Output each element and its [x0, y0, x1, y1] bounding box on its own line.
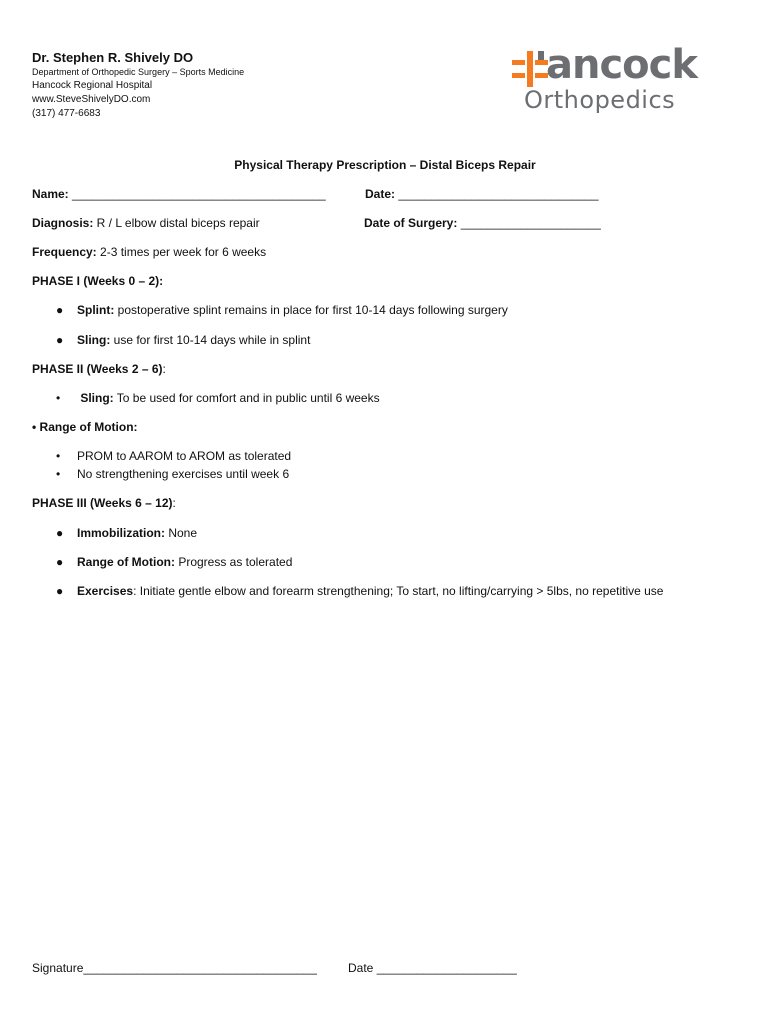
list-item: [56, 584, 663, 598]
phone-number: (317) 477-6683: [32, 108, 101, 119]
bullet-dot: ●: [56, 303, 64, 317]
list-item: [56, 333, 310, 347]
bullet-dot: ●: [56, 584, 64, 598]
hancock-orthopedics-logo: [512, 42, 747, 116]
splint-text: postoperative splint remains in place for first 10-14 days following surgery: [114, 303, 508, 317]
name-blank[interactable]: ______________________________________: [68, 187, 326, 201]
website-link[interactable]: www.SteveShivelyDO.com: [32, 94, 151, 105]
rom-item-text: No strengthening exercises until week 6: [77, 467, 290, 481]
sling-label: Sling:: [77, 333, 111, 347]
rom-item-text: PROM to AAROM to AROM as tolerated: [77, 449, 292, 463]
bullet-dot: ●: [56, 526, 64, 540]
bullet-dot: •: [56, 449, 61, 463]
diagnosis-label: Diagnosis:: [32, 216, 94, 230]
diagnosis-row: [32, 216, 260, 230]
logo-wordmark: ancock: [546, 42, 697, 88]
date-label: Date:: [365, 187, 396, 201]
name-field[interactable]: [32, 187, 326, 201]
phase3-heading-suffix: :: [172, 496, 176, 510]
phase3-rom-label: Range of Motion:: [77, 555, 175, 569]
frequency-label: Frequency:: [32, 245, 97, 259]
list-item: [56, 555, 292, 569]
date-field[interactable]: [365, 187, 599, 201]
phase3-rom-text: Progress as tolerated: [174, 555, 293, 569]
doctor-name: Dr. Stephen R. Shively DO: [32, 50, 194, 65]
list-item: [56, 449, 291, 463]
phase2-heading-suffix: :: [162, 362, 166, 376]
phase3-heading: [32, 496, 176, 510]
frequency-row: [32, 245, 266, 259]
bullet-dot: ●: [56, 555, 64, 569]
date-blank[interactable]: ______________________________: [395, 187, 599, 201]
logo-subtitle: Orthopedics: [524, 86, 676, 114]
rom-heading: • Range of Motion:: [32, 420, 138, 434]
splint-label: Splint:: [77, 303, 115, 317]
signature-field[interactable]: [32, 961, 317, 975]
list-item: [56, 467, 289, 481]
diagnosis-value: R / L elbow distal biceps repair: [93, 216, 260, 230]
surgery-date-blank[interactable]: _____________________: [457, 216, 601, 230]
medical-cross-h-icon: [512, 51, 548, 87]
frequency-value: 2-3 times per week for 6 weeks: [96, 245, 267, 259]
surgery-date-label: Date of Surgery:: [364, 216, 458, 230]
signature-date-blank[interactable]: _____________________: [373, 961, 517, 975]
immob-label: Immobilization:: [77, 526, 165, 540]
bullet-dot: ●: [56, 333, 64, 347]
signature-blank[interactable]: ___________________________________: [83, 961, 317, 975]
phase3-heading-text: PHASE III (Weeks 6 – 12): [32, 496, 173, 510]
immob-text: None: [165, 526, 198, 540]
phase2-sling-label: Sling:: [80, 391, 114, 405]
signature-label: Signature: [32, 961, 84, 975]
bullet-dot: •: [56, 391, 61, 405]
phase2-heading-text: PHASE II (Weeks 2 – 6): [32, 362, 163, 376]
exercises-text: : Initiate gentle elbow and forearm strengthening; To start, no lifting/carrying > 5lbs, no repetitive use: [133, 584, 664, 598]
department: Department of Orthopedic Surgery – Sports Medicine: [32, 67, 245, 77]
signature-date-field[interactable]: [348, 961, 517, 975]
sling-text: use for first 10-14 days while in splint: [110, 333, 311, 347]
phase1-heading: PHASE I (Weeks 0 – 2):: [32, 274, 164, 288]
hospital-name: Hancock Regional Hospital: [32, 80, 153, 91]
exercises-label: Exercises: [77, 584, 134, 598]
phase2-heading: [32, 362, 166, 376]
document-title: Physical Therapy Prescription – Distal Biceps Repair: [234, 158, 536, 172]
signature-date-label: Date: [348, 961, 374, 975]
bullet-dot: •: [56, 467, 61, 481]
name-label: Name:: [32, 187, 69, 201]
phase2-sling-text: To be used for comfort and in public until 6 weeks: [113, 391, 380, 405]
list-item: [56, 303, 508, 317]
list-item: [56, 391, 380, 405]
list-item: [56, 526, 197, 540]
surgery-date-field[interactable]: [364, 216, 601, 230]
